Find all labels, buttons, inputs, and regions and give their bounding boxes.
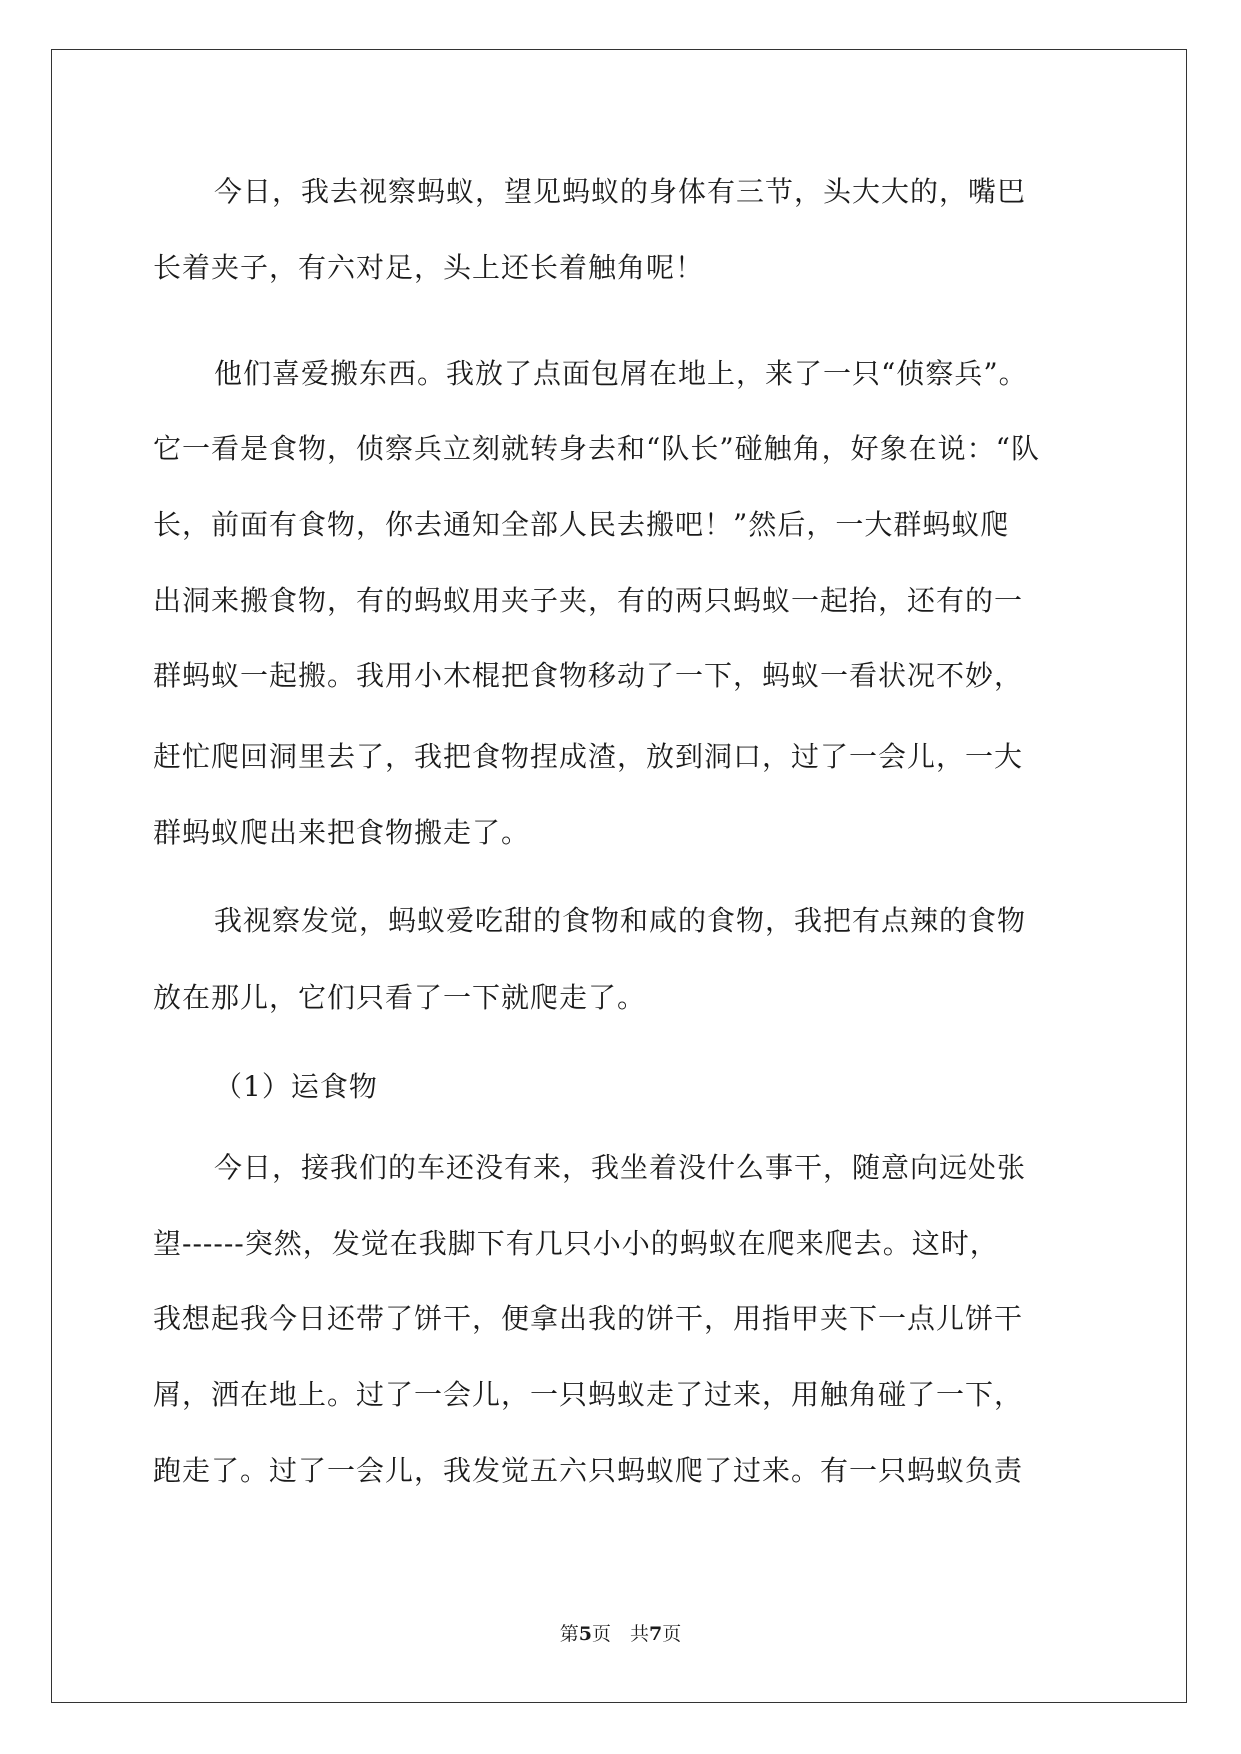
paragraph-line: 今日，我去视察蚂蚁，望见蚂蚁的身体有三节，头大大的，嘴巴 [214, 175, 1027, 208]
paragraph-line: 屑，洒在地上。过了一会儿，一只蚂蚁走了过来，用触角碰了一下， [153, 1378, 1024, 1411]
paragraph-line: 它一看是食物，侦察兵立刻就转身去和“队长”碰触角，好象在说：“队 [153, 432, 1040, 465]
page-suffix: 页 [662, 1623, 682, 1645]
page-number: 5 [578, 1623, 592, 1645]
paragraph-line: 今日，接我们的车还没有来，我坐着没什么事干，随意向远处张 [214, 1151, 1027, 1184]
section-heading: （1）运食物 [214, 1070, 378, 1103]
page-footer [0, 1622, 1241, 1646]
paragraph-line: 长，前面有食物，你去通知全部人民去搬吧！”然后，一大群蚂蚁爬 [153, 508, 1010, 541]
paragraph-line: 望------突然，发觉在我脚下有几只小小的蚂蚁在爬来爬去。这时， [153, 1227, 999, 1260]
paragraph-line: 长着夹子，有六对足，头上还长着触角呢！ [153, 251, 705, 284]
page-mid: 页 共 [591, 1623, 649, 1645]
paragraph-line: 群蚂蚁爬出来把食物搬走了。 [153, 816, 531, 849]
paragraph-line: 他们喜爱搬东西。我放了点面包屑在地上，来了一只“侦察兵”。 [214, 357, 1028, 390]
page-prefix: 第 [559, 1623, 579, 1645]
total-pages: 7 [649, 1623, 663, 1645]
paragraph-line: 跑走了。过了一会儿，我发觉五六只蚂蚁爬了过来。有一只蚂蚁负责 [153, 1454, 1024, 1487]
paragraph-line: 群蚂蚁一起搬。我用小木棍把食物移动了一下，蚂蚁一看状况不妙， [153, 659, 1024, 692]
paragraph-line: 我想起我今日还带了饼干，便拿出我的饼干，用指甲夹下一点儿饼干 [153, 1302, 1024, 1335]
paragraph-line: 放在那儿，它们只看了一下就爬走了。 [153, 981, 647, 1014]
paragraph-line: 我视察发觉，蚂蚁爱吃甜的食物和咸的食物，我把有点辣的食物 [214, 904, 1027, 937]
paragraph-line: 赶忙爬回洞里去了，我把食物捏成渣，放到洞口，过了一会儿，一大 [153, 740, 1024, 773]
paragraph-line: 出洞来搬食物，有的蚂蚁用夹子夹，有的两只蚂蚁一起抬，还有的一 [153, 584, 1024, 617]
